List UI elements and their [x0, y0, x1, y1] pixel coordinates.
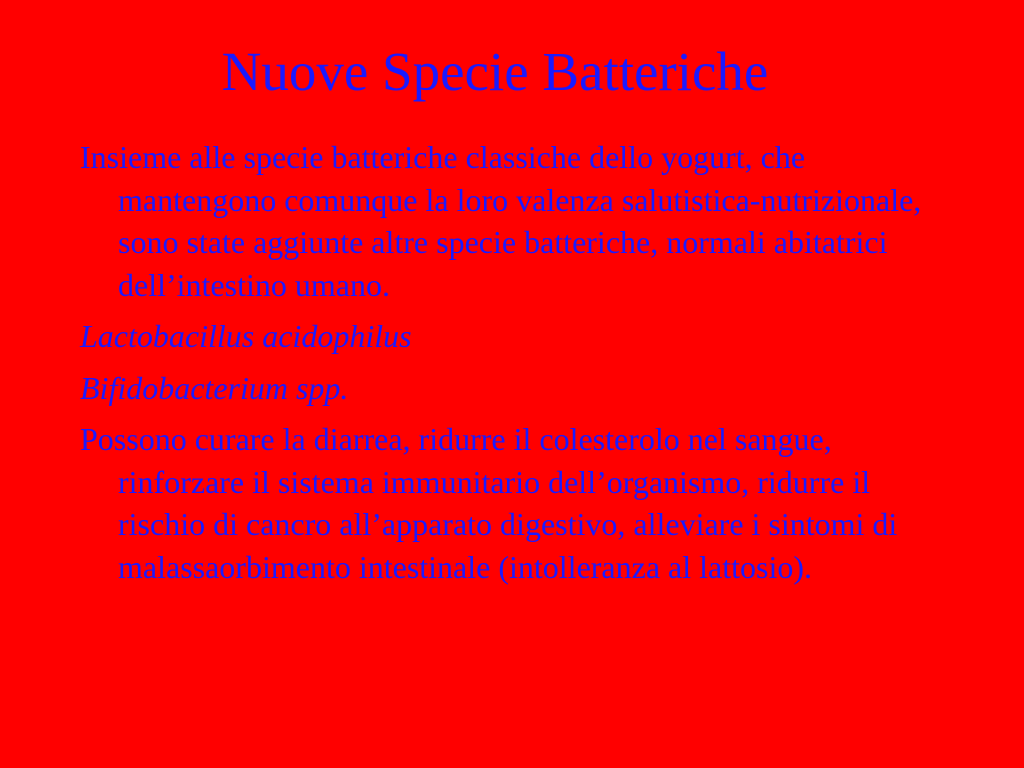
- slide-title: Nuove Specie Batteriche: [221, 41, 769, 102]
- paragraph-benefits: Possono curare la diarrea, ridurre il colesterolo nel sangue, rinforzare il sistema immunitario dell’organismo, ridurre il rischio di cancro all’apparato digestivo, alleviare i sintomi di malassaorbimento intestinale (intolleranza al lattosio).: [80, 421, 898, 585]
- slide-body: [80, 136, 960, 597]
- paragraph-intro: Insieme alle specie batteriche classiche dello yogurt, che mantengono comunque la loro valenza salutistica-nutrizionale, sono state aggiunte altre specie batteriche, normali abitatrici dell’intestino umano.: [80, 139, 922, 303]
- paragraph-lactobacillus: Lactobacillus acidophilus: [80, 318, 412, 354]
- paragraph-bifidobacterium: Bifidobacterium spp.: [80, 369, 349, 406]
